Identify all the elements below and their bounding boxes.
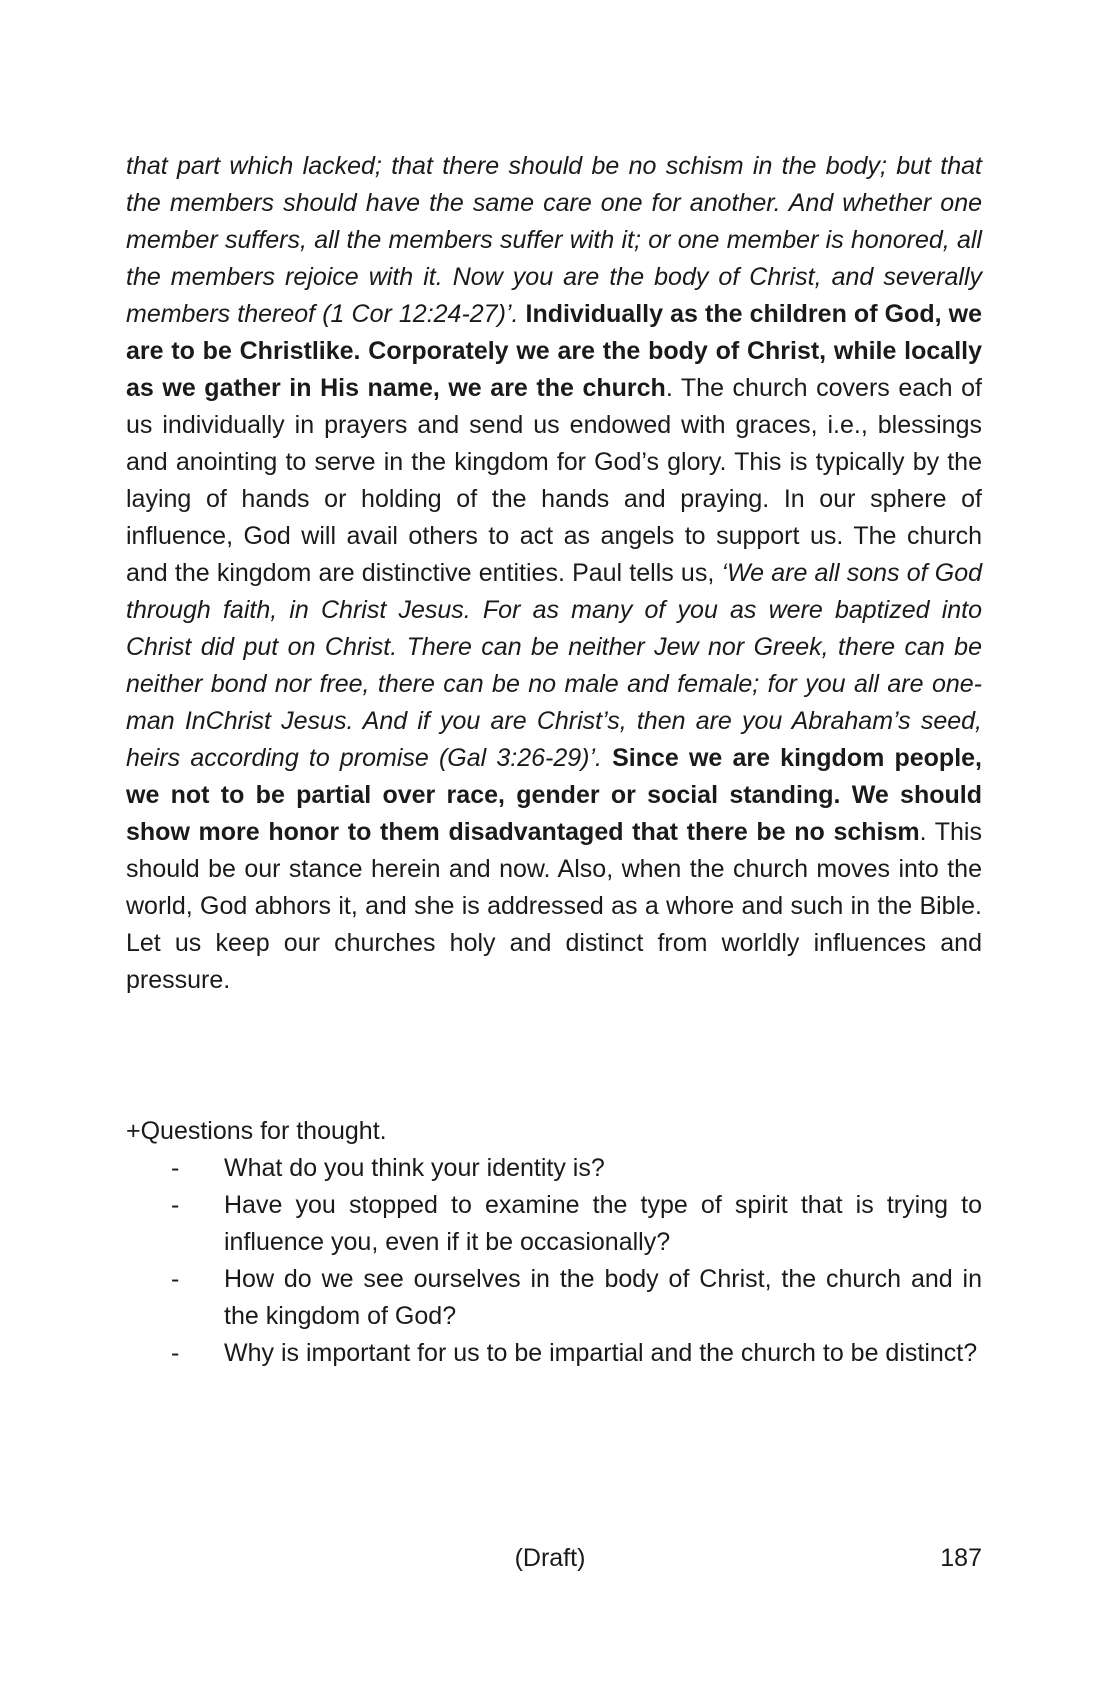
list-dash: - bbox=[171, 1154, 180, 1182]
list-dash: - bbox=[171, 1339, 180, 1367]
question-list bbox=[126, 1150, 982, 1372]
footer-draft-label: (Draft) bbox=[514, 1544, 586, 1572]
question-text: Have you stopped to examine the type of spirit that is trying to influence you, even if it be occasionally? bbox=[224, 1191, 982, 1256]
scripture-quote-1-cor: that part which lacked; that there should be no schism in the body; but that the members should have the same care one for another. And whether one member suffers, all the members suffer with it; or one member is honored, all the members rejoice with it. Now you are the body of Christ, and severally members thereof (1 Cor 12:24-27)’. bbox=[126, 152, 982, 328]
question-text: Why is important for us to be impartial and the church to be distinct? bbox=[224, 1339, 978, 1367]
question-text: What do you think your identity is? bbox=[224, 1154, 605, 1182]
page-number: 187 bbox=[940, 1544, 982, 1572]
body-text-church: . The church covers each of us individually in prayers and send us endowed with graces, i.e., blessings and anointing to serve in the kingdom for God’s glory. This is typically by the laying of hands or holding of the hands and praying. In our sphere of influence, God will avail others to act as angels to support us. The church and the kingdom are distinctive entities. Paul tells us, bbox=[126, 374, 982, 587]
body-paragraph bbox=[126, 148, 982, 999]
list-dash: - bbox=[171, 1265, 180, 1293]
list-dash: - bbox=[171, 1191, 180, 1219]
emphasis-kingdom-people: Since we are kingdom people, we not to be partial over race, gender or social standing. We should show more honor to them disadvantaged that there be no schism bbox=[126, 744, 982, 846]
list-item bbox=[126, 1150, 982, 1187]
list-item bbox=[126, 1261, 982, 1335]
list-item bbox=[126, 1335, 982, 1372]
scripture-quote-gal: ‘We are all sons of God through faith, in Christ Jesus. For as many of you as were baptized into Christ did put on Christ. There can be neither Jew nor Greek, there can be neither bond nor free, there can be no male and female; for you all are one-man InChrist Jesus. And if you are Christ’s, then are you Abraham’s seed, heirs according to promise (Gal 3:26-29)’. bbox=[126, 559, 982, 772]
body-text-stance: . This should be our stance herein and now. Also, when the church moves into the world, God abhors it, and she is addressed as a whore and such in the Bible. Let us keep our churches holy and distinct from worldly influences and pressure. bbox=[126, 818, 982, 994]
questions-section bbox=[126, 1113, 982, 1372]
question-text: How do we see ourselves in the body of Christ, the church and in the kingdom of God? bbox=[224, 1265, 982, 1330]
questions-heading: +Questions for thought. bbox=[126, 1117, 387, 1145]
emphasis-christlike: Individually as the children of God, we are to be Christlike. Corporately we are the body of Christ, while locally as we gather in His name, we are the church bbox=[126, 300, 982, 402]
list-item bbox=[126, 1187, 982, 1261]
